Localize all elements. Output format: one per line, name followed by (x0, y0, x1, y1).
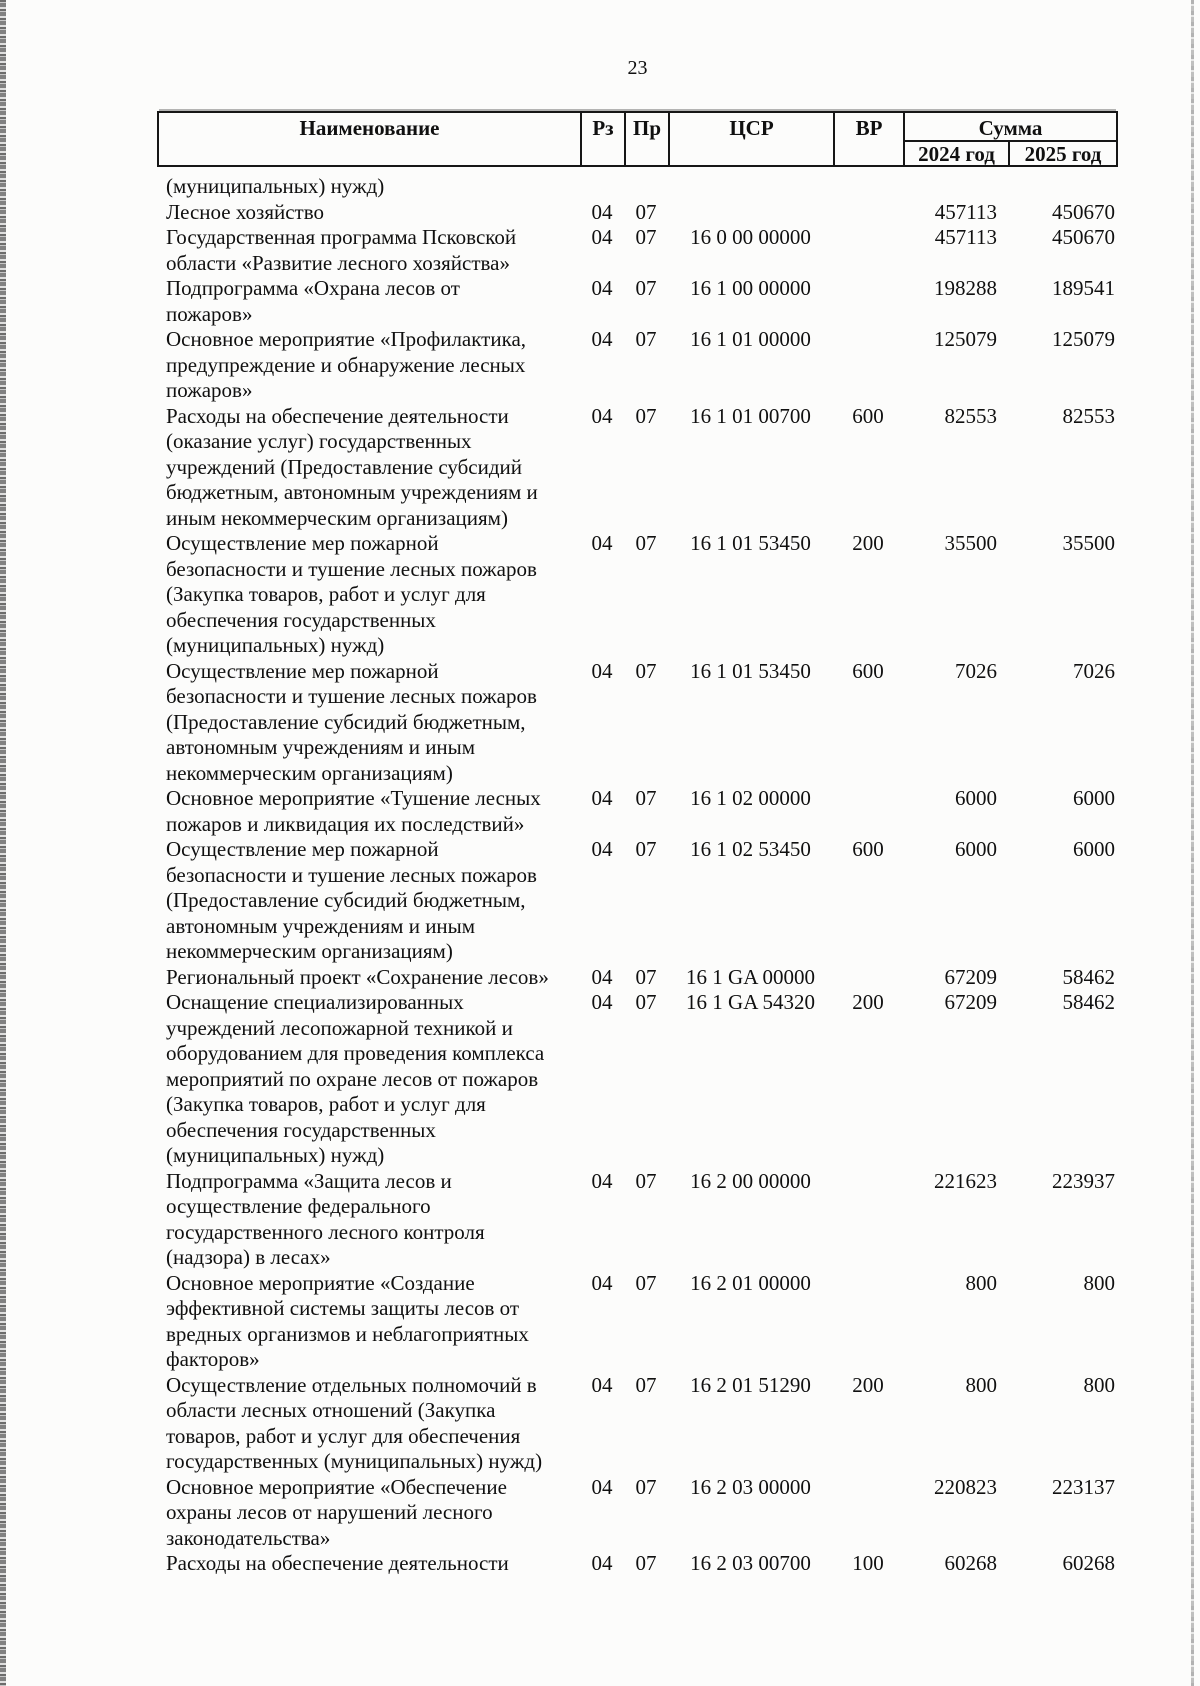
cell-pr: 07 (635, 990, 657, 1014)
table-row (157, 990, 1118, 1169)
table-row (157, 174, 1118, 200)
budget-table (157, 111, 1118, 1577)
cell-sum-2024: 67209 (944, 990, 997, 1014)
cell-rz: 04 (591, 990, 613, 1014)
cell-name: Расходы на обеспечение деятельности (оказание услуг) государственных учреждений (Предоставление субсидий бюджетным, автономным учреждениям и иным некоммерческим организациям) (166, 403, 538, 530)
cell-sum-2025: 223937 (1052, 1168, 1115, 1193)
table-row (157, 1475, 1118, 1552)
cell-sum-2025: 6000 (1073, 837, 1115, 861)
header-csr: ЦСР (670, 113, 835, 165)
cell-rz: 04 (591, 1168, 613, 1193)
cell-vr: 200 (852, 1372, 884, 1397)
cell-sum-2024: 800 (965, 1270, 997, 1295)
cell-name: Осуществление мер пожарной безопасности и тушение лесных пожаров (Предоставление субсидий бюджетным, автономным учреждениям и иным некоммерческим организациям) (166, 837, 537, 963)
cell-name: Осуществление мер пожарной безопасности и тушение лесных пожаров (Предоставление субсидий бюджетным, автономным учреждениям и иным некоммерческим организациям) (166, 658, 537, 785)
cell-sum-2025: 82553 (1062, 403, 1115, 428)
cell-sum-2024: 220823 (934, 1474, 997, 1499)
cell-vr: 100 (852, 1551, 884, 1575)
cell-rz: 04 (591, 1372, 613, 1397)
scan-edge-right-artifact (1191, 0, 1194, 1686)
table-row (157, 837, 1118, 965)
cell-name: Оснащение специализированных учреждений лесопожарной техникой и оборудованием для проведения комплекса мероприятий по охране лесов от пожаров (Закупка товаров, работ и услуг для обеспечения государственных (муниципальных) нужд) (166, 990, 545, 1167)
cell-vr: 200 (852, 531, 884, 555)
table-row (157, 404, 1118, 532)
table-row (157, 200, 1118, 226)
cell-name: Лесное хозяйство (166, 199, 324, 224)
cell-name: Подпрограмма «Охрана лесов от пожаров» (166, 276, 460, 326)
cell-pr: 07 (635, 658, 657, 683)
cell-sum-2024: 35500 (944, 531, 997, 555)
cell-csr: 16 1 01 00000 (690, 327, 811, 351)
header-sum-group (905, 113, 1116, 165)
table-row (157, 225, 1118, 276)
table-row (157, 1169, 1118, 1271)
cell-vr: 600 (852, 403, 884, 428)
cell-pr: 07 (635, 964, 657, 989)
cell-sum-2025: 60268 (1062, 1551, 1115, 1575)
cell-sum-2025: 7026 (1073, 658, 1115, 683)
cell-sum-2024: 60268 (944, 1551, 997, 1575)
scan-edge-left-artifact (0, 0, 6, 1686)
header-year-2025: 2025 год (1024, 142, 1102, 166)
header-year-2024: 2024 год (905, 142, 1010, 165)
cell-csr: 16 2 01 00000 (690, 1270, 811, 1295)
header-sum-years (905, 142, 1116, 165)
cell-pr: 07 (635, 199, 657, 224)
cell-sum-2024: 82553 (944, 403, 997, 428)
cell-csr: 16 1 02 53450 (690, 837, 811, 861)
cell-vr: 600 (852, 658, 884, 683)
header-rz: Рз (582, 113, 626, 165)
cell-name: Государственная программа Псковской области «Развитие лесного хозяйства» (166, 225, 517, 275)
cell-name: Основное мероприятие «Профилактика, предупреждение и обнаружение лесных пожаров» (166, 327, 527, 402)
cell-sum-2024: 6000 (955, 786, 997, 810)
table-row (157, 1373, 1118, 1475)
cell-rz: 04 (591, 276, 613, 300)
cell-csr: 16 1 00 00000 (690, 276, 811, 300)
table-row (157, 786, 1118, 837)
table-body (157, 167, 1118, 1577)
cell-csr: 16 0 00 00000 (690, 225, 811, 249)
cell-name: Основное мероприятие «Создание эффективной системы защиты лесов от вредных организмов и неблагоприятных факторов» (166, 1270, 529, 1371)
cell-rz: 04 (591, 327, 613, 351)
cell-csr: 16 1 01 00700 (690, 403, 811, 428)
cell-sum-2025: 800 (1083, 1372, 1115, 1397)
cell-csr: 16 2 01 51290 (690, 1372, 811, 1397)
cell-rz: 04 (591, 837, 613, 861)
cell-rz: 04 (591, 1270, 613, 1295)
cell-pr: 07 (635, 1474, 657, 1499)
cell-pr: 07 (635, 1372, 657, 1397)
cell-sum-2025: 125079 (1052, 327, 1115, 351)
cell-vr: 200 (852, 990, 884, 1014)
cell-csr: 16 1 02 00000 (690, 786, 811, 810)
cell-name: Расходы на обеспечение деятельности (166, 1551, 509, 1575)
cell-name: Региональный проект «Сохранение лесов» (166, 964, 549, 989)
cell-name: Осуществление отдельных полномочий в области лесных отношений (Закупка товаров, работ и услуг для обеспечения государственных (муниципальных) нужд) (166, 1372, 543, 1473)
cell-name: Осуществление мер пожарной безопасности и тушение лесных пожаров (Закупка товаров, работ и услуг для обеспечения государственных (муниципальных) нужд) (166, 531, 537, 657)
cell-sum-2024: 7026 (955, 658, 997, 683)
cell-rz: 04 (591, 1474, 613, 1499)
cell-pr: 07 (635, 403, 657, 428)
cell-sum-2025: 450670 (1052, 225, 1115, 249)
table-row (157, 327, 1118, 404)
cell-pr: 07 (635, 531, 657, 555)
cell-vr: 600 (852, 837, 884, 861)
cell-name: (муниципальных) нужд) (166, 174, 385, 198)
cell-pr: 07 (635, 225, 657, 249)
cell-pr: 07 (635, 327, 657, 351)
cell-sum-2024: 67209 (944, 964, 997, 989)
table-row (157, 1551, 1118, 1577)
cell-sum-2025: 35500 (1062, 531, 1115, 555)
cell-sum-2025: 450670 (1052, 199, 1115, 224)
cell-sum-2025: 58462 (1062, 990, 1115, 1014)
cell-rz: 04 (591, 531, 613, 555)
cell-csr: 16 1 GA 54320 (686, 990, 815, 1014)
cell-rz: 04 (591, 225, 613, 249)
cell-sum-2024: 125079 (934, 327, 997, 351)
header-vr: ВР (835, 113, 905, 165)
table-row (157, 276, 1118, 327)
cell-sum-2025: 189541 (1052, 276, 1115, 300)
cell-sum-2025: 223137 (1052, 1474, 1115, 1499)
cell-rz: 04 (591, 658, 613, 683)
cell-sum-2024: 6000 (955, 837, 997, 861)
cell-pr: 07 (635, 276, 657, 300)
table-row (157, 531, 1118, 659)
table-row (157, 659, 1118, 787)
header-pr: Пр (626, 113, 670, 165)
cell-name: Основное мероприятие «Обеспечение охраны лесов от нарушений лесного законодательства» (166, 1474, 507, 1550)
cell-rz: 04 (591, 964, 613, 989)
cell-pr: 07 (635, 1551, 657, 1575)
cell-sum-2025: 6000 (1073, 786, 1115, 810)
cell-name: Подпрограмма «Защита лесов и осуществление федерального государственного лесного контроля (надзора) в лесах» (166, 1168, 485, 1269)
cell-sum-2024: 198288 (934, 276, 997, 300)
cell-sum-2024: 800 (965, 1372, 997, 1397)
cell-csr: 16 1 GA 00000 (686, 964, 815, 989)
cell-rz: 04 (591, 403, 613, 428)
cell-csr: 16 2 03 00700 (690, 1551, 811, 1575)
cell-sum-2024: 221623 (934, 1168, 997, 1193)
cell-rz: 04 (591, 1551, 613, 1575)
table-row (157, 1271, 1118, 1373)
cell-rz: 04 (591, 786, 613, 810)
cell-name: Основное мероприятие «Тушение лесных пожаров и ликвидация их последствий» (166, 786, 541, 836)
cell-csr: 16 1 01 53450 (690, 531, 811, 555)
cell-csr: 16 2 03 00000 (690, 1474, 811, 1499)
cell-pr: 07 (635, 1270, 657, 1295)
cell-csr: 16 2 00 00000 (690, 1168, 811, 1193)
page-number: 23 (627, 57, 648, 79)
cell-sum-2025: 800 (1083, 1270, 1115, 1295)
cell-pr: 07 (635, 837, 657, 861)
cell-csr: 16 1 01 53450 (690, 658, 811, 683)
table-header (157, 111, 1118, 167)
header-sum: Сумма (905, 113, 1116, 142)
table-row (157, 965, 1118, 991)
cell-rz: 04 (591, 199, 613, 224)
cell-pr: 07 (635, 1168, 657, 1193)
header-name: Наименование (159, 113, 582, 165)
cell-sum-2024: 457113 (934, 199, 997, 224)
cell-pr: 07 (635, 786, 657, 810)
cell-sum-2024: 457113 (934, 225, 997, 249)
cell-sum-2025: 58462 (1062, 964, 1115, 989)
